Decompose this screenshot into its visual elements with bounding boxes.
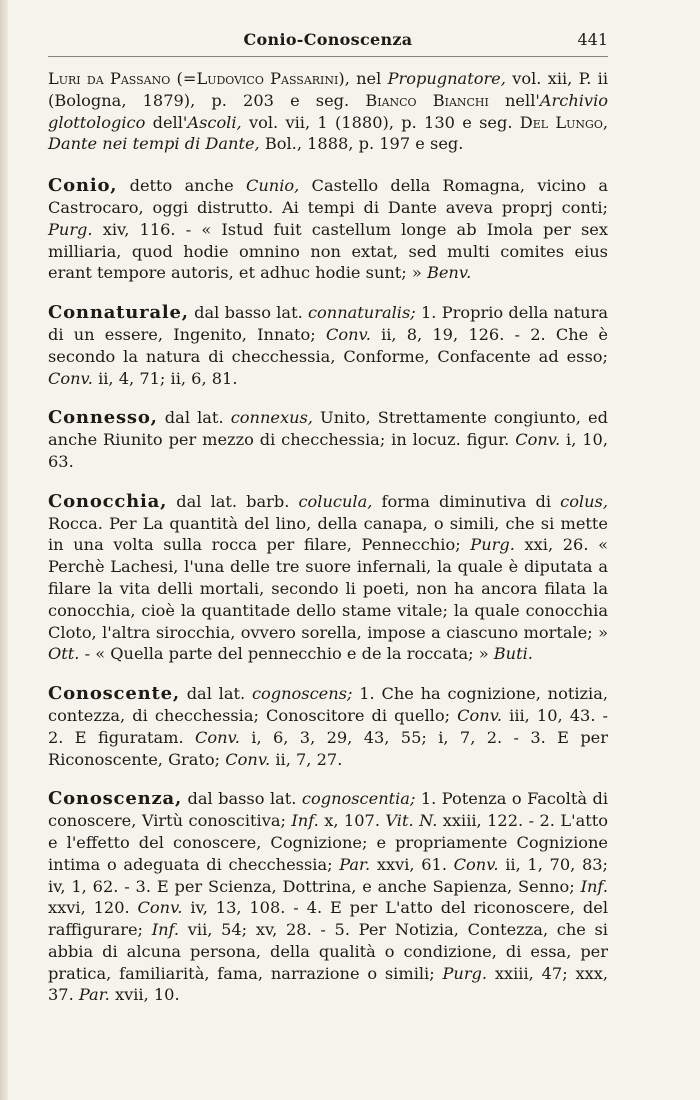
italic-text: cognoscens; xyxy=(251,684,353,704)
body-text: 1. Che ha cognizione, notizia, contezza, di checchessia; Conoscitore di quello; xyxy=(48,684,608,725)
italic-text: Inf. xyxy=(291,811,319,831)
headword: Conoscenza, xyxy=(48,788,183,810)
small-caps-text: Del Lungo, xyxy=(519,112,608,132)
page-spine-shadow xyxy=(0,0,8,1100)
italic-text: connexus, xyxy=(230,408,313,428)
body-text: dal basso lat. xyxy=(182,789,302,809)
body-text: Castello della Romagna, vicino a Castrocaro, oggi distrutto. Ai tempi di Dante aveva proprj conti; xyxy=(48,176,608,217)
entry-conoscente xyxy=(48,683,608,770)
italic-text: Conv. xyxy=(453,854,499,874)
body-text: xxiii, 47; xxx, 37. xyxy=(48,963,608,1005)
italic-text: Conv. xyxy=(48,368,93,388)
italic-text: Inf. xyxy=(580,876,608,896)
body-text: (= xyxy=(170,69,197,88)
running-title: Conio-Conoscenza xyxy=(243,30,413,49)
body-text: - « Quella parte del pennecchio e de la roccata; » xyxy=(79,644,494,664)
italic-text: Conv. xyxy=(457,705,503,725)
body-text: dal lat. xyxy=(157,408,231,428)
italic-text: Archivio glottologico xyxy=(48,90,608,132)
headword: Connesso, xyxy=(48,407,158,429)
italic-text: Par. xyxy=(78,985,110,1005)
headword: Connaturale, xyxy=(48,302,189,324)
body-text: ), nel xyxy=(338,69,388,88)
body-text: ii, 7, 27. xyxy=(270,749,343,769)
body-text: dell' xyxy=(145,112,188,132)
italic-text: Inf. xyxy=(151,920,180,940)
body-text: dal basso lat. xyxy=(188,303,308,323)
entry-conio xyxy=(48,175,608,284)
body-text: i, 6, 3, 29, 43, 55; i, 7, 2. - 3. E per Riconoscente, Grato; xyxy=(48,727,609,769)
body-text: detto anche xyxy=(117,176,246,196)
italic-text: Conv. xyxy=(325,324,371,344)
italic-text: Cunio, xyxy=(245,176,300,196)
body-text: x, 107. xyxy=(318,811,386,831)
italic-text: Par. xyxy=(339,854,371,874)
entry-continuation xyxy=(48,68,608,155)
entry-connesso xyxy=(48,407,608,472)
italic-text: connaturalis; xyxy=(307,303,416,323)
italic-text: Dante nei tempi di Dante, xyxy=(48,134,260,154)
italic-text: Conv. xyxy=(225,749,271,769)
italic-text: Conv. xyxy=(194,727,240,747)
page-number: 441 xyxy=(577,30,608,49)
body-text: xxvi, 61. xyxy=(370,854,454,874)
header-rule xyxy=(48,56,608,57)
italic-text: Benv. xyxy=(426,263,472,283)
body-text: ii, 1, 70, 83; iv, 1, 62. - 3. E per Scienza, Dottrina, e anche Sapienza, Senno; xyxy=(48,854,609,896)
body-text: xxiii, 122. - 2. L'atto e l'effetto del conoscere, Cognizione; e propriamente Cognizione intima o adeguata di checchessia; xyxy=(48,811,608,874)
body-text: 1. Potenza o Facoltà di conoscere, Virtù conoscitiva; xyxy=(48,789,609,831)
body-text: nell' xyxy=(488,90,540,110)
small-caps-text: Luri da Passano xyxy=(48,69,171,88)
body-text: xxvi, 120. xyxy=(48,898,138,918)
body-text: Unito, Strettamente congiunto, ed anche Riunito per mezzo di checchessia; in locuz. figur. xyxy=(48,408,609,450)
body-text: dal lat. barb. xyxy=(167,491,299,511)
body-text: vol. vii, 1 (1880), p. 130 e seg. xyxy=(241,112,520,132)
small-caps-text: Ludovico Passarini xyxy=(196,69,339,88)
italic-text: Ott. xyxy=(48,644,80,664)
italic-text: Conv. xyxy=(515,430,561,450)
italic-text: Conv. xyxy=(137,898,183,918)
italic-text: Ascoli, xyxy=(187,112,242,132)
italic-text: Purg. xyxy=(470,535,515,555)
body-text: dal lat. xyxy=(179,684,252,704)
body-text: iv, 13, 108. - 4. E per L'atto del riconoscere, del raffigurare; xyxy=(48,898,608,940)
italic-text: Vit. N. xyxy=(385,811,438,831)
entry-connaturale xyxy=(48,302,608,389)
italic-text: cognoscentia; xyxy=(301,789,416,809)
body-text: Bol., 1888, p. 197 e seg. xyxy=(259,134,464,154)
body-text: forma diminutiva di xyxy=(372,491,561,511)
italic-text: Purg. xyxy=(48,219,93,239)
headword: Conocchia, xyxy=(48,490,168,512)
small-caps-text: Bianco Bianchi xyxy=(365,90,489,110)
body-text: iii, 10, 43. - 2. E figuratam. xyxy=(48,705,609,747)
body-text: Rocca. Per La quantità del lino, della canapa, o simili, che si mette in una volta sulla rocca per filare, Pennecchio; xyxy=(48,513,608,555)
italic-text: Propugnatore, xyxy=(387,69,506,88)
body-text: ii, 8, 19, 126. - 2. Che è secondo la natura di checchessia, Conforme, Confacente ad esso; xyxy=(48,324,609,366)
entry-conoscenza xyxy=(48,788,608,1006)
body-text: xxi, 26. « Perchè Lachesi, l'una delle tre suore infernali, la quale è diputata a filare la vita delli mortali, secondo li poeti, non ha ancora filata la conocchia, cioè la quantitade dello stame vitale; la quale conocchia Cloto, l'altra sirocchia, ovvero sorella, impose a ciascuno mortale; » xyxy=(48,535,609,642)
italic-text: Buti. xyxy=(493,644,533,664)
body-text: 1. Proprio della natura di un essere, Ingenito, Innato; xyxy=(48,303,608,344)
headword: Conio, xyxy=(48,175,118,197)
headword: Conoscente, xyxy=(48,683,180,705)
italic-text: Purg. xyxy=(442,963,488,983)
body-text: xiv, 116. - « Istud fuit castellum longe ab Imola per sex milliaria, quod hodie omnino non extat, sed multi comites eius erant tempore autoris, et adhuc hodie sunt; » xyxy=(48,219,608,283)
body-text: vol. xii, P. ii (Bologna, 1879), p. 203 e seg. xyxy=(48,69,608,110)
italic-text: colucula, xyxy=(298,491,373,511)
body-text: vii, 54; xv, 28. - 5. Per Notizia, Contezza, che si abbia di alcuna persona, della qualità o condizione, di essa, per pratica, familiarità, fama, narrazione o simili; xyxy=(48,920,608,983)
italic-text: colus, xyxy=(560,491,608,511)
dictionary-body xyxy=(48,68,608,1024)
body-text: ii, 4, 71; ii, 6, 81. xyxy=(92,368,238,388)
page-header xyxy=(48,30,608,54)
entry-conocchia xyxy=(48,491,608,665)
body-text: xvii, 10. xyxy=(109,985,180,1005)
body-text: i, 10, 63. xyxy=(48,430,608,471)
